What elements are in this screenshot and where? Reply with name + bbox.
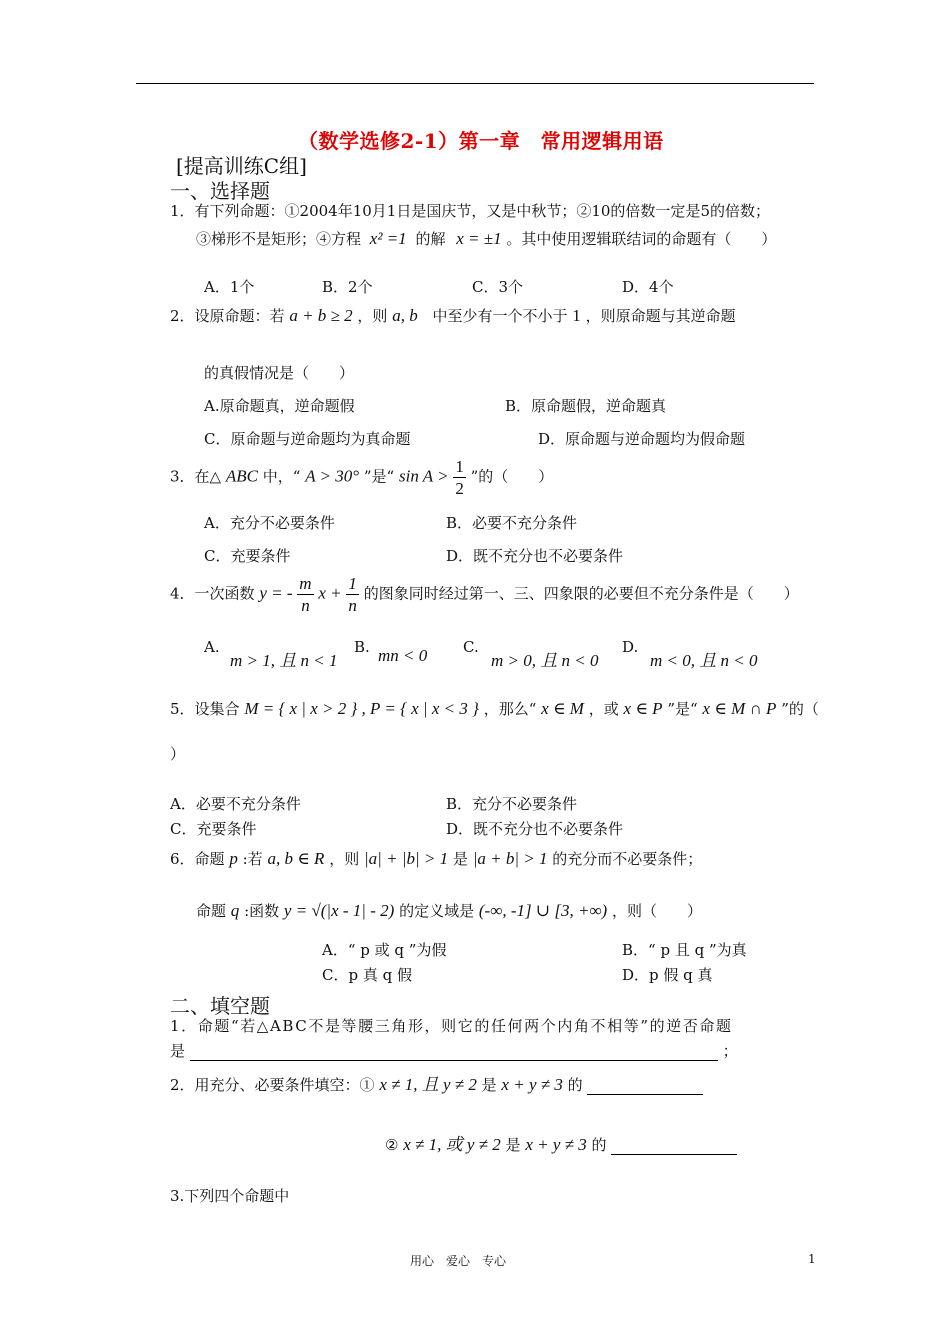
- f2-text-d: 是: [505, 1136, 521, 1154]
- f2-expr4: x + y ≠ 3: [525, 1135, 587, 1154]
- q4-text-a: 4．一次函数: [170, 584, 255, 603]
- q5-line2: ）: [170, 745, 186, 763]
- doc-title: （数学选修2-1）第一章 常用逻辑用语: [298, 129, 664, 153]
- q4-label-d: D.: [622, 638, 639, 656]
- q6-text-2d: ，则（ ）: [612, 902, 703, 920]
- q6-expr1: |a| + |b| > 1: [364, 849, 449, 868]
- q1-option-c: C．3个: [472, 278, 524, 296]
- section-heading-choice: 一、选择题: [170, 179, 270, 203]
- q4-option-b: mn < 0: [378, 646, 428, 665]
- q6-ab: a, b ∈ R: [267, 849, 325, 868]
- q2-line1: [170, 305, 736, 326]
- q2-option-a: A.原命题真，逆命题假: [204, 397, 355, 415]
- q4-frac-n: n: [301, 596, 310, 615]
- q1-option-b: B．2个: [322, 278, 373, 296]
- doc-subtitle: [提高训练C组]: [176, 154, 307, 178]
- q3-line1: [170, 458, 553, 497]
- q5-option-a: A．必要不充分条件: [170, 795, 301, 813]
- q2-one: 1: [572, 306, 581, 325]
- q3-text-d: ”的（ ）: [470, 467, 554, 486]
- q3-frac-num: 1: [455, 457, 464, 476]
- q4-fraction-1n: [346, 575, 359, 614]
- q4-label-b: B.: [354, 638, 370, 656]
- q2-vars: a, b: [392, 306, 418, 325]
- q5-text-c: ，或: [588, 700, 619, 718]
- q4-frac-n2: n: [348, 596, 357, 615]
- q3-text-c: ”是“: [363, 467, 395, 486]
- header-rule: [136, 83, 814, 84]
- f2-text-c: 的: [567, 1076, 583, 1094]
- q6-option-d: D．p 假 q 真: [622, 966, 713, 984]
- q5-sets: M = { x | x > 2 } , P = { x | x < 3 }: [244, 699, 479, 718]
- q6-text-2a: 命题: [196, 902, 227, 920]
- f1-line2: [170, 1040, 738, 1061]
- q3-option-d: D．既不充分也不必要条件: [446, 547, 624, 565]
- q2-option-b: B．原命题假，逆命题真: [505, 397, 667, 415]
- f2-line1: [170, 1070, 703, 1095]
- f2-text-b: 是: [481, 1076, 497, 1094]
- q5-text-e: ”的（: [781, 700, 819, 718]
- q6-domain: (-∞, -1] ∪ [3, +∞): [478, 901, 608, 920]
- q4-label-c: C.: [463, 638, 479, 656]
- q4-option-c: m > 0, 且 n < 0: [491, 651, 599, 670]
- q3-frac-den: 2: [455, 479, 464, 498]
- q3-option-c: C．充要条件: [204, 547, 291, 565]
- q1-line2: [196, 228, 776, 249]
- q2-line2: 的真假情况是（ ）: [204, 364, 355, 382]
- q4-x: x +: [318, 583, 342, 603]
- q5-option-c: C．充要条件: [170, 820, 257, 838]
- q4-y: y = -: [259, 583, 293, 603]
- f3-line1: 3.下列四个命题中: [170, 1187, 290, 1205]
- footer-slogan: 用心 爱心 专心: [410, 1254, 507, 1268]
- q2-text-b: ，则: [357, 307, 388, 325]
- q6-expr2: |a + b| > 1: [472, 849, 548, 868]
- q5-line1: [170, 698, 819, 719]
- q3-cond2: sin A >: [398, 466, 449, 486]
- f2-circle-2: ②: [385, 1136, 399, 1154]
- q1-solution: x = ±1: [456, 229, 502, 248]
- q3-option-a: A．充分不必要条件: [204, 514, 335, 532]
- q4-option-a: m > 1, 且 n < 1: [230, 651, 338, 670]
- q1-text-b: 。其中使用逻辑联结词的命题有（ ）: [506, 230, 777, 248]
- q1-line1: 1．有下列命题：①2004年10月1日是国庆节，又是中秋节；②10的倍数一定是5的倍数；: [170, 202, 770, 220]
- q2-text-a: 2．设原命题：若: [170, 307, 285, 325]
- f2-text-f: 的: [591, 1136, 607, 1154]
- f2-expr3: x ≠ 1, 或 y ≠ 2: [403, 1135, 501, 1154]
- q6-option-a: A．“ p 或 q ”为假: [322, 941, 447, 959]
- q5-option-d: D．既不充分也不必要条件: [446, 820, 624, 838]
- q6-text-d: 是: [452, 850, 468, 868]
- q5-text-a: 5．设集合: [170, 700, 240, 718]
- q6-text-2c: 的定义域是: [399, 902, 475, 920]
- q6-text-e: 的充分而不必要条件；: [552, 850, 703, 868]
- q5-option-b: B．充分不必要条件: [446, 795, 578, 813]
- q5-text-b: ，那么“: [483, 700, 537, 718]
- q6-q: q: [230, 901, 240, 920]
- q2-text-d: ，则原命题与其逆命题: [585, 307, 736, 325]
- section-heading-fill: 二、填空题: [170, 994, 270, 1018]
- q6-line2: [196, 900, 702, 921]
- f2-expr2: x + y ≠ 3: [501, 1075, 563, 1094]
- q1-equation: x² =1: [369, 229, 407, 248]
- q6-text-a: 6．命题: [170, 850, 225, 868]
- q6-text-2b: :函数: [244, 902, 280, 920]
- q3-text-b: 中，“: [262, 467, 301, 486]
- q6-function: y = √(|x - 1| - 2): [283, 901, 395, 920]
- f2-answer-blank-2[interactable]: [611, 1140, 737, 1155]
- q2-option-c: C．原命题与逆命题均为真命题: [204, 430, 411, 448]
- q2-condition: a + b ≥ 2: [289, 306, 353, 325]
- q4-text-b: 的图象同时经过第一、三、四象限的必要但不充分条件是（ ）: [363, 584, 799, 603]
- f2-line2: [385, 1130, 737, 1155]
- q3-option-b: B．必要不充分条件: [446, 514, 578, 532]
- q1-option-a: A．1个: [204, 278, 255, 296]
- q1-text-a: ③梯形不是矩形；④方程: [196, 230, 362, 248]
- q2-option-d: D．原命题与逆命题均为假命题: [538, 430, 746, 448]
- q6-p: p: [229, 849, 238, 868]
- page-number: 1: [808, 1252, 816, 1266]
- q3-cond1: A > 30°: [305, 466, 360, 486]
- q6-text-c: ，则: [329, 850, 360, 868]
- q4-label-a: A.: [204, 638, 220, 656]
- q3-text-a: 3．在△: [170, 467, 222, 486]
- q5-cond3: x ∈ M ∩ P: [702, 699, 777, 718]
- f2-expr1: x ≠ 1, 且 y ≠ 2: [379, 1075, 477, 1094]
- f1-answer-blank[interactable]: [190, 1046, 718, 1061]
- q2-text-c: 中至少有一个不小于: [432, 307, 568, 325]
- f2-text-a: 2．用充分、必要条件填空：①: [170, 1076, 375, 1094]
- q3-fraction: [453, 458, 466, 497]
- q1-option-d: D．4个: [622, 278, 674, 296]
- q4-frac-m: m: [299, 574, 312, 593]
- q6-line1: [170, 848, 702, 869]
- f1-text-a: 是: [170, 1042, 186, 1060]
- q4-option-d: m < 0, 且 n < 0: [650, 651, 758, 670]
- q3-triangle: ABC: [225, 466, 258, 486]
- q4-line1: [170, 575, 799, 614]
- q1-text-mid: 的解: [415, 230, 446, 248]
- q6-text-b: :若: [242, 850, 263, 868]
- f1-text-b: ；: [722, 1042, 738, 1060]
- q6-option-c: C．p 真 q 假: [322, 966, 412, 984]
- q4-fraction-mn: [297, 575, 313, 614]
- f2-answer-blank-1[interactable]: [587, 1080, 703, 1095]
- f1-line1: 1．命题“若△ABC不是等腰三角形，则它的任何两个内角不相等”的逆否命题: [170, 1017, 733, 1035]
- q4-frac-one: 1: [348, 574, 357, 593]
- q5-cond1: x ∈ M: [541, 699, 584, 718]
- q6-option-b: B．“ p 且 q ”为真: [622, 941, 747, 959]
- q5-cond2: x ∈ P: [623, 699, 663, 718]
- q5-text-d: ”是“: [667, 700, 698, 718]
